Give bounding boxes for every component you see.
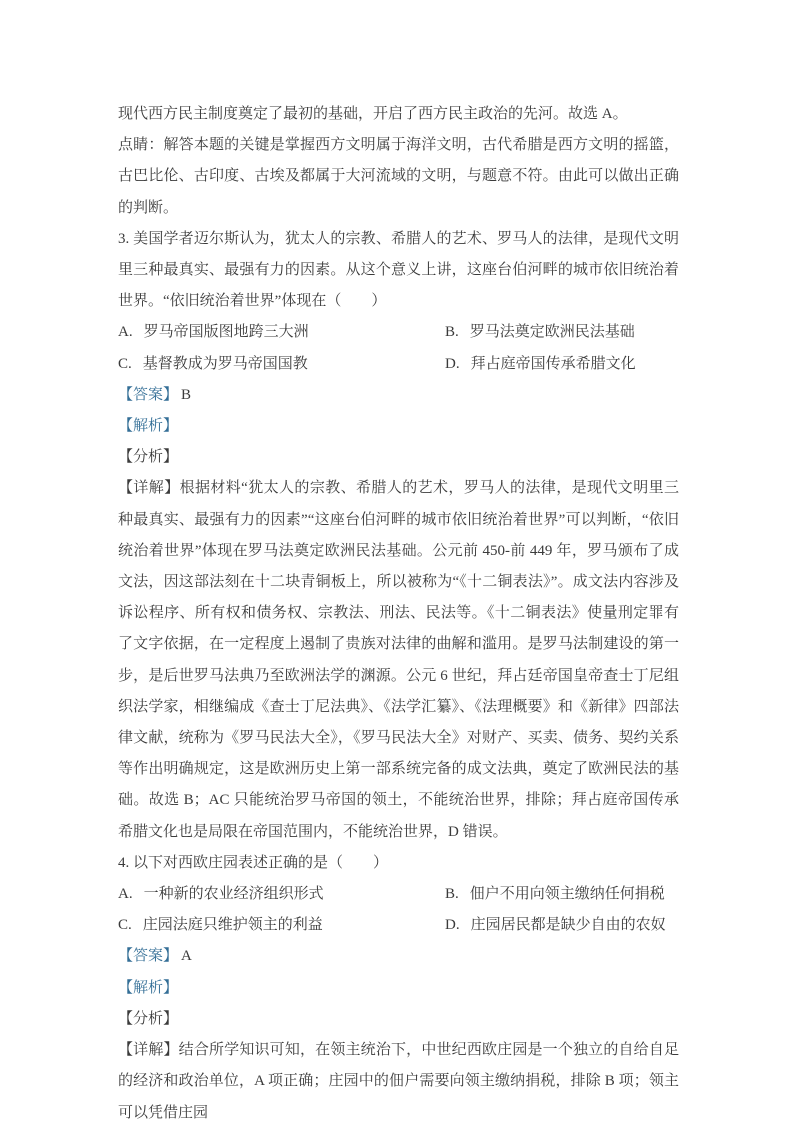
q3-stem: 3. 美国学者迈尔斯认为，犹太人的宗教、希腊人的艺术、罗马人的法律，是现代文明里三种最真实、最强有力的因素。从这个意义上讲，这座台伯河畔的城市依旧统治着世界。“依旧统治着世界”体现在（ ） (118, 230, 679, 310)
page-content (118, 99, 679, 1122)
q3-option-b (445, 317, 679, 348)
option-label: C. (118, 917, 132, 934)
q3-option-a (118, 317, 445, 348)
q4-option-c (118, 910, 445, 941)
option-text: 一种新的农业经济组织形式 (143, 886, 324, 903)
option-label: A. (118, 886, 133, 903)
option-label: C. (118, 355, 132, 372)
option-text: 庄园居民都是缺少自由的农奴 (470, 917, 666, 934)
option-text: 拜占庭帝国传承希腊文化 (470, 355, 636, 372)
q3-option-d (445, 349, 679, 380)
option-text: 罗马帝国版图地跨三大洲 (143, 324, 309, 341)
q2-conclusion-text: 现代西方民主制度奠定了最初的基础，开启了西方民主政治的先河。故选 A。 (118, 106, 628, 122)
option-text: 罗马法奠定欧洲民法基础 (469, 324, 635, 341)
q3-options (118, 317, 679, 379)
answer-marker: 【答案】 (118, 386, 179, 403)
q3-fenxi-line (118, 442, 679, 473)
q4-xiangjie-text: 【详解】结合所学知识可知，在领主统治下，中世纪西欧庄园是一个独立的自给自足的经济和政治单位，A 项正确；庄园中的佃户需要向领主缴纳捐税，排除 B 项；领主可以凭借庄园 (118, 1042, 679, 1121)
fenxi-marker: 【分析】 (118, 449, 179, 466)
q4-option-a (118, 879, 445, 910)
option-label: D. (445, 917, 460, 934)
option-label: A. (118, 324, 133, 341)
q4-option-d (445, 910, 679, 941)
q4-answer-line (118, 941, 679, 972)
answer-marker: 【答案】 (118, 948, 179, 965)
q3-option-c (118, 349, 445, 380)
q4-jiexi-line (118, 973, 679, 1004)
option-text: 庄园法庭只维护领主的利益 (142, 917, 323, 934)
q3-answer-line (118, 380, 679, 411)
q2-dianjing-text: 点睛：解答本题的关键是掌握西方文明属于海洋文明，古代希腊是西方文明的摇篮，古巴比伦、古印度、古埃及都属于大河流域的文明，与题意不符。由此可以做出正确的判断。 (118, 137, 679, 216)
option-text: 佃户不用向领主缴纳任何捐税 (469, 886, 665, 903)
q3-answer-value: B (181, 386, 192, 403)
option-label: B. (445, 324, 459, 341)
option-label: D. (445, 355, 460, 372)
jiexi-marker: 【解析】 (118, 979, 179, 996)
q3-xiangjie-text: 【详解】根据材料“犹太人的宗教、希腊人的艺术，罗马人的法律，是现代文明里三种最真实、最强有力的因素”“这座台伯河畔的城市依旧统治着世界”可以判断，“依旧统治着世界”体现在罗马法奠定欧洲民法基础。公元前 450-前 449 年，罗马颁布了成文法，因这部法刻在十二块青铜板上，所以被称为“《十二铜表法》”。成文法内容涉及诉讼程序、所有权和债务权、宗教法、刑法、民法等。《十二铜表法》使量刑定罪有了文字依据，在一定程度上遏制了贵族对法律的曲解和滥用。是罗马法制建设的第一步，是后世罗马法典乃至欧洲法学的渊源。公元 6 世纪，拜占廷帝国皇帝查士丁尼组织法学家，相继编成《查士丁尼法典》、《法学汇纂》、《法理概要》和《新律》四部法律文献，统称为《罗马民法大全》，《罗马民法大全》对财产、买卖、债务、契约关系等作出明确规定，这是欧洲历史上第一部系统完备的成文法典，奠定了欧洲民法的基础。故选 B；AC 只能统治罗马帝国的领土，不能统治世界，排除；拜占庭帝国传承希腊文化也是局限在帝国范围内，不能统治世界，D 错误。 (118, 480, 679, 840)
q4-stem: 4. 以下对西欧庄园表述正确的是（ ） (118, 854, 389, 871)
q4-fenxi-line (118, 1004, 679, 1035)
option-text: 基督教成为罗马帝国国教 (142, 355, 308, 372)
q3-jiexi-line (118, 411, 679, 442)
q4-option-b (445, 879, 679, 910)
q4-options (118, 879, 679, 941)
fenxi-marker: 【分析】 (118, 1010, 179, 1027)
option-label: B. (445, 886, 459, 903)
jiexi-marker: 【解析】 (118, 418, 179, 435)
q4-answer-value: A (181, 948, 192, 965)
